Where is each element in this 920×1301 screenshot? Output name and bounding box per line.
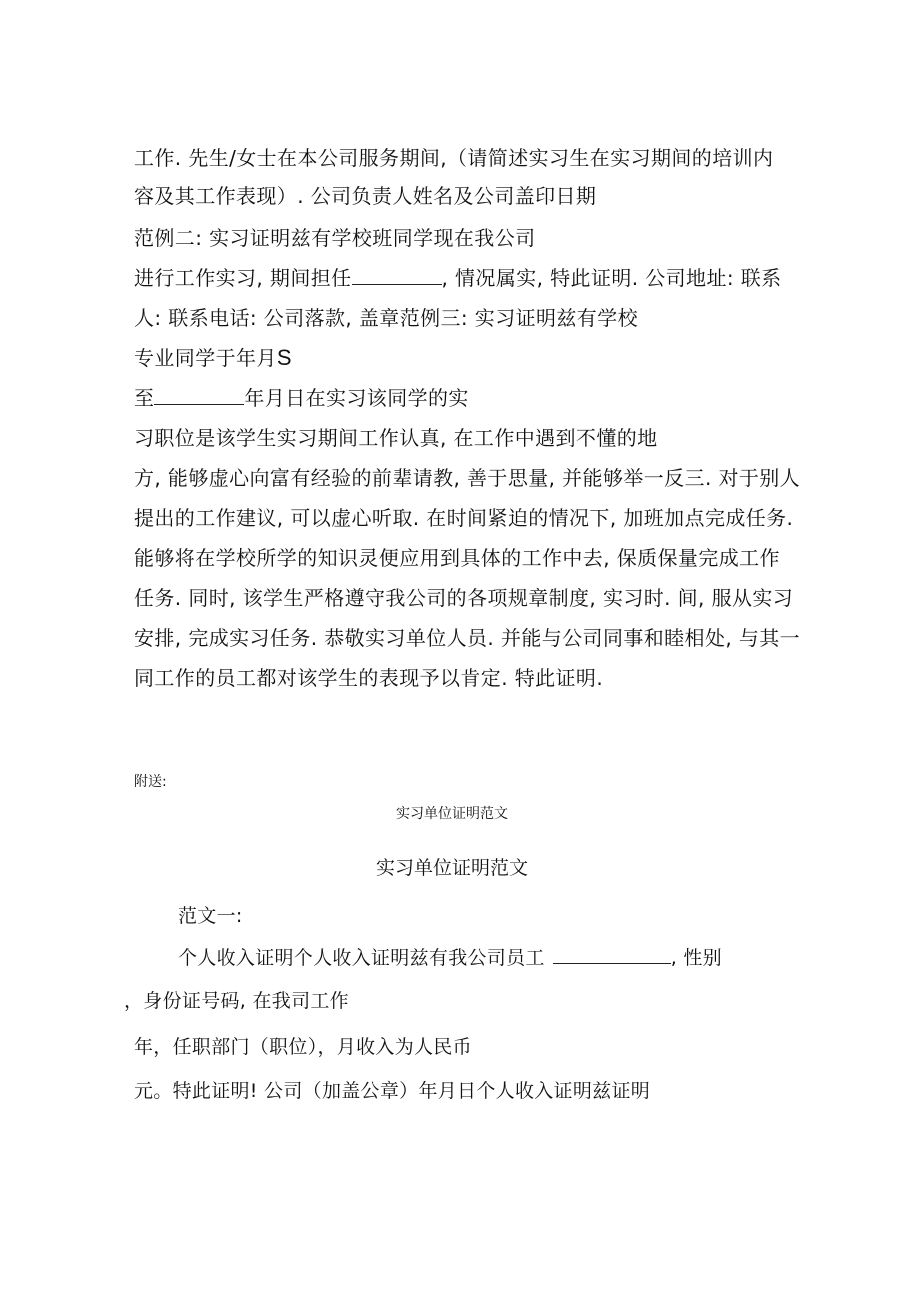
stray-glyph: S <box>276 345 292 370</box>
text-line-12: 任务. 同时, 该学生严格遵守我公司的各项规章制度, 实习时. 间, 服从实习 <box>134 586 794 610</box>
blank-underline <box>154 386 244 405</box>
text-line-11: 能够将在学校所学的知识灵便应用到具体的工作中去, 保质保量完成工作 <box>134 546 780 570</box>
text-line-3: 范例二: 实习证明兹有学校班同学现在我公司 <box>134 226 536 250</box>
text-segment: 年月日在实习该同学的实 <box>244 386 469 410</box>
text-segment: 进行工作实习, 期间担任 <box>134 266 352 290</box>
text-line-4 <box>134 265 782 291</box>
text-line-14: 同工作的员工都对该学生的表现予以肯定. 特此证明. <box>134 666 604 690</box>
blank-underline <box>553 945 671 964</box>
text-line-10: 提出的工作建议, 可以虚心听取. 在时间紧迫的情况下, 加班加点完成任务. <box>134 506 794 530</box>
text-line-13: 安排, 完成实习任务. 恭敬实习单位人员. 并能与公司同事和睦相处, 与其一 <box>134 626 801 650</box>
blank-underline <box>352 266 442 285</box>
income-line-1 <box>178 945 722 971</box>
text-segment: , 情况属实, 特此证明. 公司地址: 联系 <box>441 266 782 290</box>
text-segment: 至 <box>134 386 155 410</box>
income-line-2: ，身份证号码, 在我司工作 <box>124 990 349 1012</box>
text-line-1: 工作. 先生/女士在本公司服务期间,（请简述实习生在实习期间的培训内 <box>134 146 774 170</box>
appendix-label: 附送: <box>134 774 167 790</box>
sample-label: 范文一: <box>178 905 243 927</box>
text-segment: 个人收入证明个人收入证明兹有我公司员工 <box>178 947 545 969</box>
text-line-7 <box>134 385 469 411</box>
text-segment: 专业同学于年月 <box>134 346 277 370</box>
text-line-8: 习职位是该学生实习期间工作认真, 在工作中遇到不懂的地 <box>134 426 658 450</box>
document-title: 实习单位证明范文 <box>376 857 529 879</box>
text-line-9: 方, 能够虚心向富有经验的前辈请教, 善于思量, 并能够举一反三. 对于别人 <box>134 466 801 490</box>
income-line-3: 年，任职部门（职位），月收入为人民币 <box>134 1036 472 1058</box>
income-line-4: 元。特此证明! 公司（加盖公章）年月日个人收入证明兹证明 <box>134 1080 651 1102</box>
appendix-small-title: 实习单位证明范文 <box>396 806 508 822</box>
text-segment: , 性别 <box>670 947 722 969</box>
text-line-2: 容及其工作表现）. 公司负责人姓名及公司盖印日期 <box>134 184 597 208</box>
text-line-6 <box>134 345 292 371</box>
text-line-5: 人: 联系电话: 公司落款, 盖章范例三: 实习证明兹有学校 <box>134 306 639 330</box>
